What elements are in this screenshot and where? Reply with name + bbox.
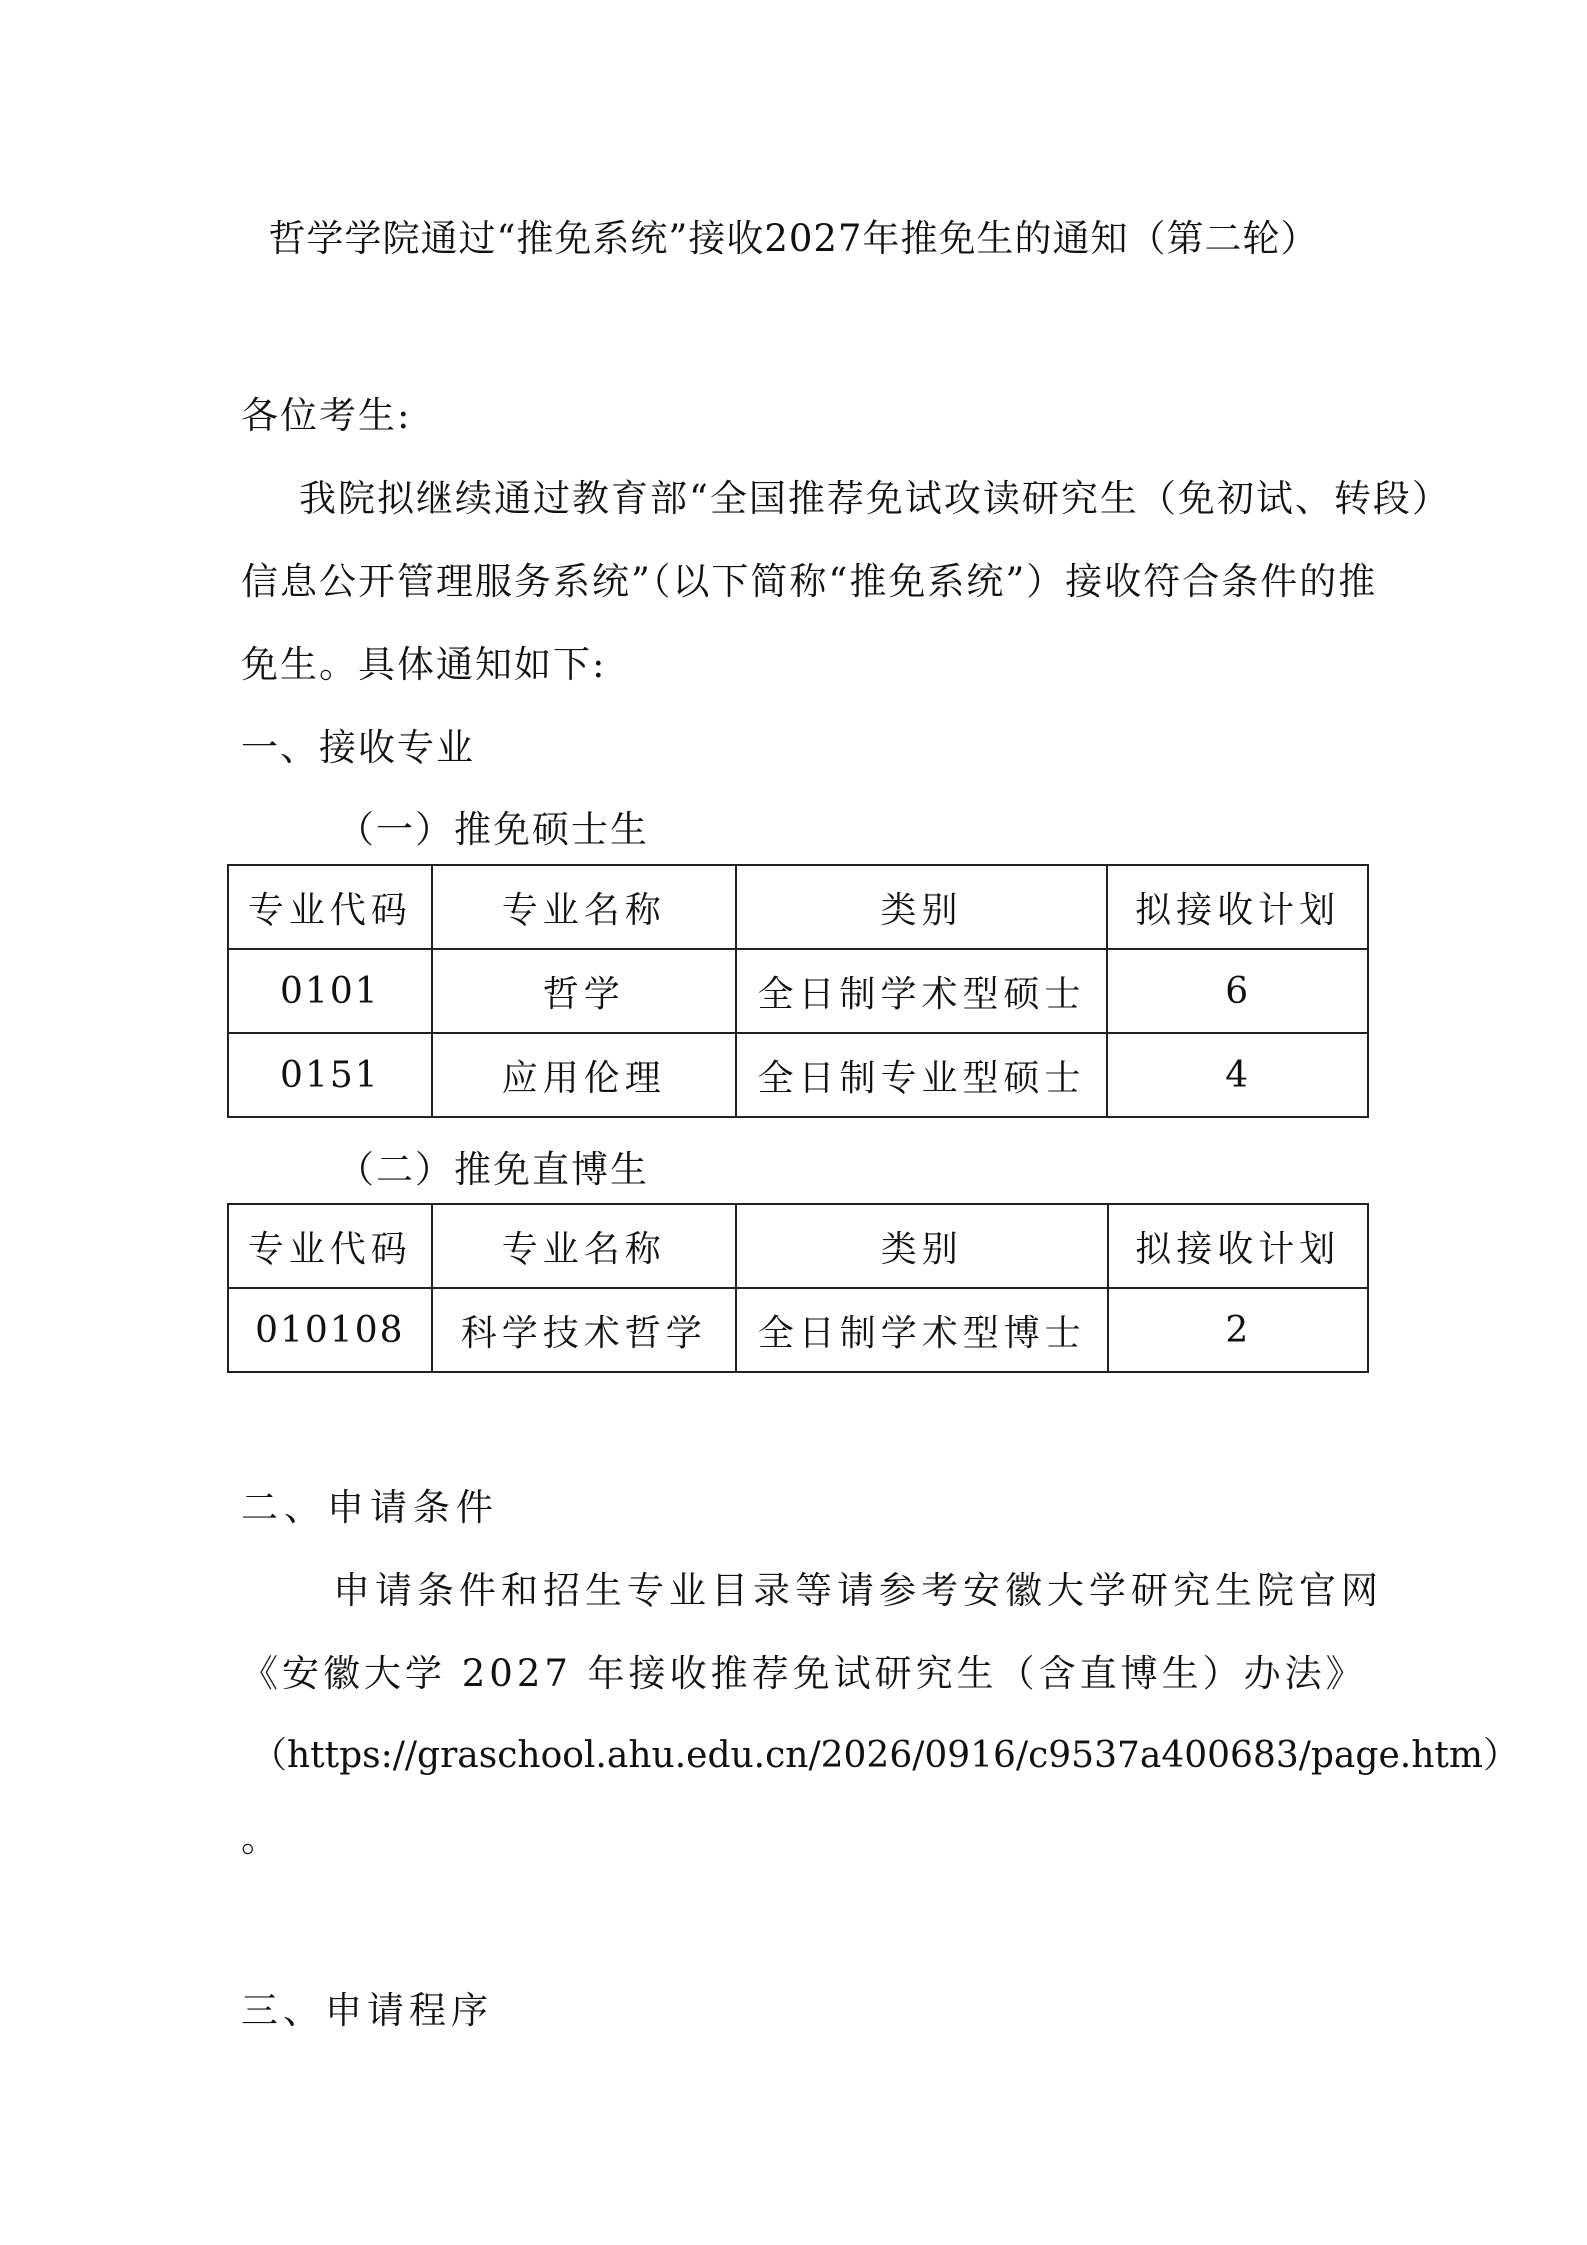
greeting: 各位考生: [241, 394, 412, 437]
section-1-sub-masters: （一）推免硕士生 [337, 808, 649, 851]
cell-category: 全日制学术型硕士 [736, 949, 1108, 1033]
section-2-url: （https://graschool.ahu.edu.cn/2026/0916/c9537a400683/page.htm） [251, 1735, 1519, 1776]
section-1-sub-phd: （二）推免直博生 [337, 1148, 649, 1191]
intro-line-1: 我院拟继续通过教育部“全国推荐免试攻读研究生（免初试、转段） [299, 477, 1451, 520]
table-header-row [228, 1204, 1368, 1288]
cell-name: 科学技术哲学 [432, 1288, 736, 1372]
header-code: 专业代码 [228, 865, 432, 949]
cell-plan: 4 [1107, 1033, 1368, 1117]
cell-plan: 6 [1107, 949, 1368, 1033]
cell-name: 应用伦理 [432, 1033, 736, 1117]
table-row [228, 1033, 1368, 1117]
header-name: 专业名称 [432, 1204, 736, 1288]
table-header-row [228, 865, 1368, 949]
cell-category: 全日制学术型博士 [736, 1288, 1108, 1372]
header-code: 专业代码 [228, 1204, 432, 1288]
cell-name: 哲学 [432, 949, 736, 1033]
section-2-line-2: 《安徽大学 2027 年接收推荐免试研究生（含直博生）办法》 [241, 1652, 1367, 1695]
header-category: 类别 [736, 1204, 1108, 1288]
cell-code: 010108 [228, 1288, 432, 1372]
section-3-heading: 三、申请程序 [241, 1989, 493, 2032]
cell-code: 0151 [228, 1033, 432, 1117]
header-name: 专业名称 [432, 865, 736, 949]
header-category: 类别 [736, 865, 1108, 949]
intro-line-2: 信息公开管理服务系统”（以下简称“推免系统”）接收符合条件的推 [241, 560, 1378, 603]
table-row [228, 1288, 1368, 1372]
cell-plan: 2 [1108, 1288, 1368, 1372]
header-plan: 拟接收计划 [1108, 1204, 1368, 1288]
cell-code: 0101 [228, 949, 432, 1033]
section-2-line-4: 。 [241, 1817, 280, 1860]
table-row [228, 949, 1368, 1033]
cell-category: 全日制专业型硕士 [736, 1033, 1108, 1117]
section-1-heading: 一、接收专业 [241, 726, 475, 769]
phd-plan-table [227, 1203, 1369, 1373]
header-plan: 拟接收计划 [1107, 865, 1368, 949]
section-2-heading: 二、申请条件 [241, 1486, 499, 1529]
masters-plan-table [227, 864, 1369, 1118]
intro-line-3: 免生。具体通知如下: [241, 643, 607, 686]
page-title: 哲学学院通过“推免系统”接收2027年推免生的通知（第二轮） [268, 217, 1319, 260]
section-2-line-1: 申请条件和招生专业目录等请参考安徽大学研究生院官网 [333, 1569, 1383, 1612]
